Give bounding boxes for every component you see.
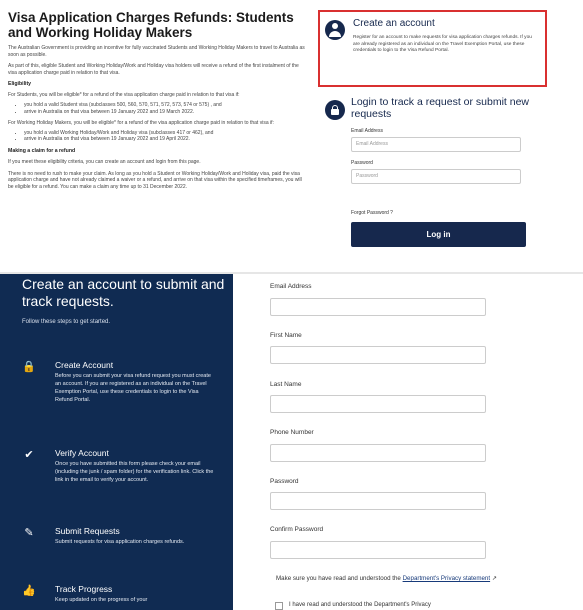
password-label: Password	[351, 160, 373, 166]
create-account-title[interactable]: Create an account	[353, 18, 435, 29]
pencil-icon: ✎	[24, 527, 34, 539]
phone-label: Phone Number	[270, 429, 314, 436]
step-text: Submit requests for visa application charges refunds.	[55, 539, 185, 545]
students-bullets	[24, 102, 308, 115]
step-title: Create Account	[55, 360, 114, 370]
login-button[interactable]: Log in	[351, 222, 526, 247]
email-label: Email Address	[270, 283, 312, 290]
confirm-password-label: Confirm Password	[270, 526, 324, 533]
privacy-note-text: Make sure you have read and understood the	[276, 575, 403, 582]
confirm-password-field[interactable]	[270, 541, 486, 559]
intro-text-2: As part of this, eligible Student and Working Holiday/Work and Holiday visa holders will receive a refund of the first instalment of the visa application charge paid in relation to that visa.	[8, 63, 299, 76]
step-title: Track Progress	[55, 584, 113, 594]
email-field[interactable]	[270, 298, 486, 316]
lock-icon: 🔒	[22, 361, 36, 373]
privacy-statement-link[interactable]: Department's Privacy statement	[402, 575, 491, 582]
eligibility-heading: Eligibility	[8, 81, 32, 88]
list-item: • you hold a valid Student visa (subclasses 500, 560, 570, 571, 572, 573, 574 or 575) , and	[24, 102, 308, 109]
step-text: Before you can submit your visa refund request you must create an account. If you are registered as an individual on the Travel Exemption Portal, use these credentials to login to the Visa Refund Portal.	[55, 373, 211, 403]
email-label: Email Address	[351, 128, 383, 134]
check-icon: ✔	[24, 449, 34, 461]
panel-subtitle: Follow these steps to get started.	[22, 319, 111, 325]
password-label: Password	[270, 478, 299, 485]
claim-text-2: There is no need to rush to make your claim. As long as you hold a Student or Working Holiday/Work and Holiday visa, paid the visa application charge and have not already claimed a waiver or a refund, and arrive on that visa within the specified timeframes, you will be eligible for a refund. You can make a claim any time up to 31 December 2022.	[8, 170, 302, 190]
registration-form	[233, 274, 583, 610]
privacy-checkbox-label: I have read and understood the Department's Privacy	[289, 602, 431, 608]
lock-icon	[325, 100, 345, 120]
external-link-icon: ↗	[490, 575, 497, 582]
info-content	[8, 10, 308, 190]
claim-heading: Making a claim for a refund	[8, 147, 76, 154]
intro-text-1: The Australian Government is providing an incentive for fully vaccinated Students and Working Holiday Makers to travel to Australia as soon as possible.	[8, 45, 305, 58]
password-input[interactable]: Password	[351, 169, 521, 184]
first-name-field[interactable]	[270, 346, 486, 364]
forgot-password-link[interactable]: Forgot Password ?	[351, 210, 393, 216]
whm-bullets	[24, 130, 308, 143]
whm-intro: For Working Holiday Makers, you will be eligible* for a refund of the visa application charge paid in relation to that visa if:	[8, 120, 274, 127]
step-title: Verify Account	[55, 448, 109, 458]
step-title: Submit Requests	[55, 526, 120, 536]
panel-title: Create an account to submit and track requests.	[22, 276, 225, 309]
students-intro: For Students, you will be eligible* for a refund of the visa application charge paid in relation to that visa if:	[8, 92, 240, 99]
create-account-description: Register for an account to make requests for visa application charges refunds. If you are already registered as an individual on the Travel Exemption Portal, use these credentials to login to the Visa Refund Portal.	[353, 35, 532, 54]
info-page	[0, 0, 583, 273]
user-icon	[325, 20, 345, 40]
step-text: Once you have submitted this form please check your email (including the junk / spam folder) for the verification link. Click the link in the email to verify your account.	[55, 461, 214, 483]
last-name-label: Last Name	[270, 381, 302, 388]
thumbs-up-icon: 👍	[22, 585, 36, 597]
list-item: • arrive in Australia on that visa between 19 January 2022 and 19 April 2022.	[24, 136, 308, 143]
page-title: Visa Application Charges Refunds: Students and Working Holiday Makers	[8, 10, 294, 40]
first-name-label: First Name	[270, 332, 302, 339]
steps-panel	[0, 274, 233, 610]
privacy-checkbox[interactable]	[275, 602, 283, 610]
create-account-card[interactable]	[318, 10, 547, 87]
step-text: Keep updated on the progress of your	[55, 597, 148, 603]
email-input[interactable]: Email Address	[351, 137, 521, 152]
login-section	[325, 96, 540, 239]
password-field[interactable]	[270, 492, 486, 510]
last-name-field[interactable]	[270, 395, 486, 413]
privacy-note	[276, 574, 506, 584]
login-title: Login to track a request or submit new requests	[351, 96, 530, 120]
phone-field[interactable]	[270, 444, 486, 462]
list-item: • you hold a valid Working Holiday/Work and Holiday visa (subclasses 417 or 462), and	[24, 130, 308, 137]
claim-text-1: If you meet these eligibility criteria, you can create an account and login from this page.	[8, 158, 201, 165]
list-item: • arrive in Australia on that visa between 19 January 2022 and 19 March 2022.	[24, 109, 308, 116]
